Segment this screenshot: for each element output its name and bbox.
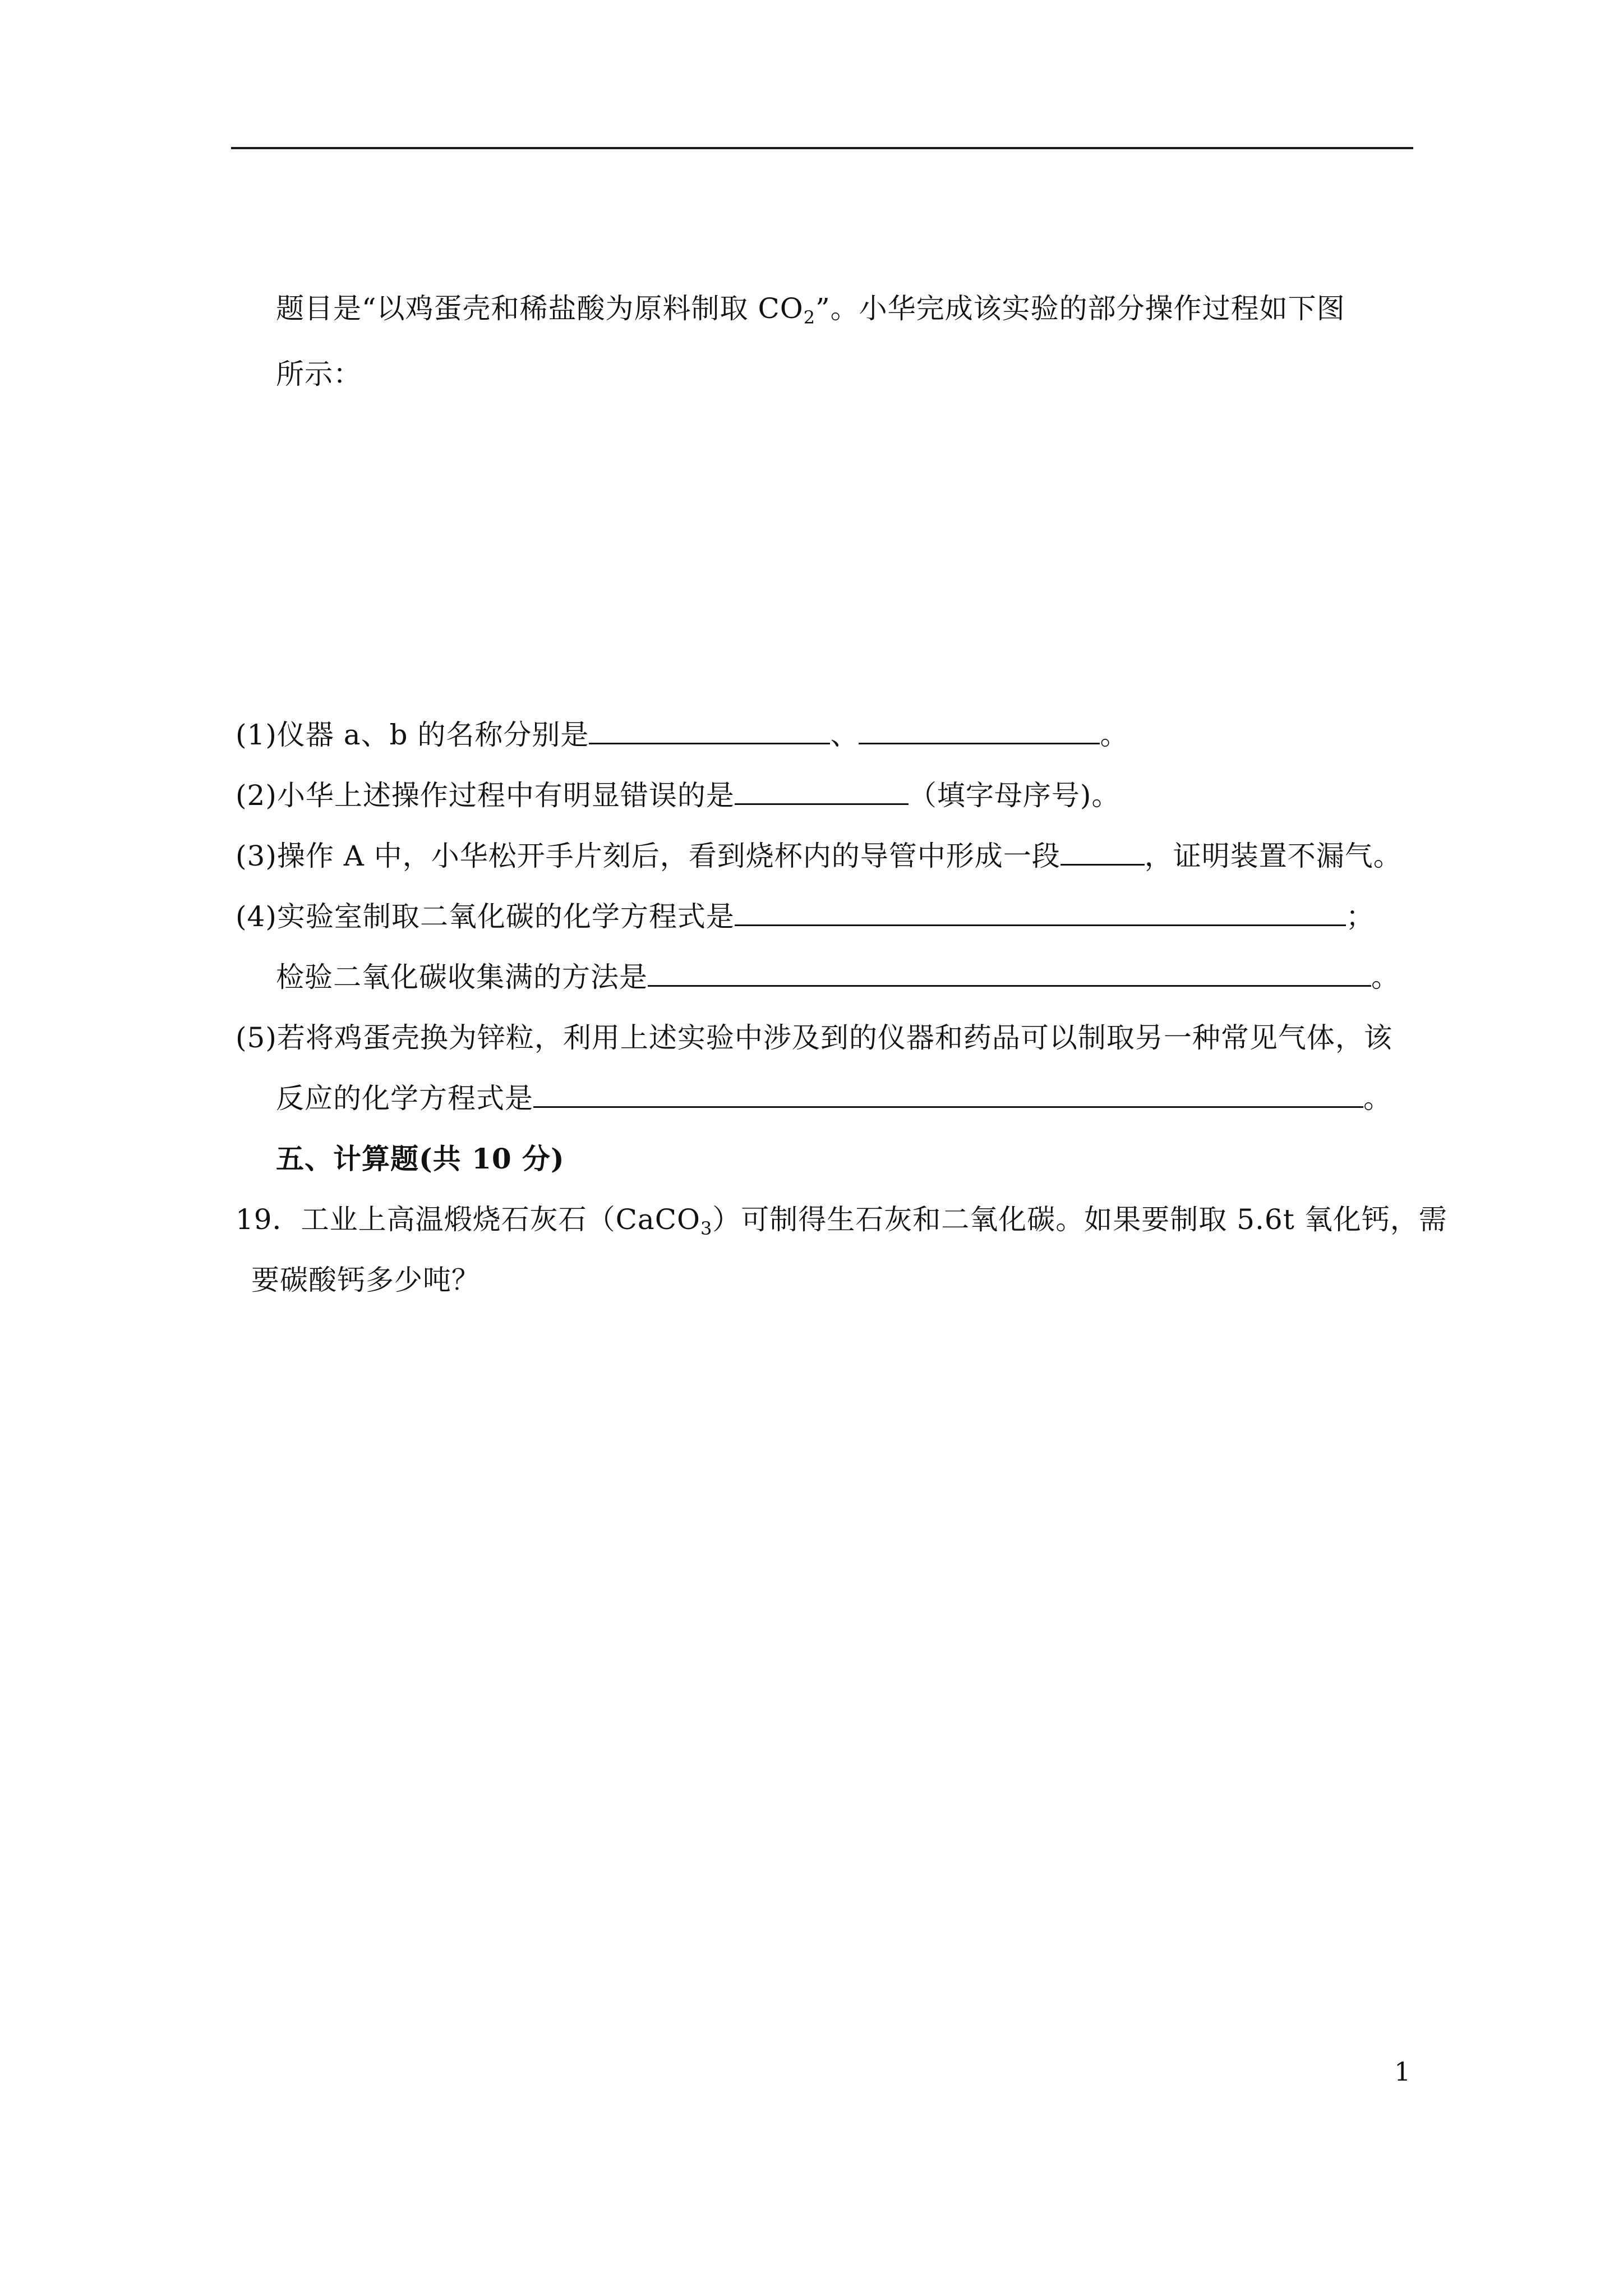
q1-blank-b[interactable]	[859, 718, 1100, 744]
q3-suffix: ，证明装置不漏气。	[1144, 840, 1402, 872]
q3-prefix: (3)操作 A 中，小华松开手片刻后，看到烧杯内的导管中形成一段	[236, 840, 1061, 872]
q5-blank[interactable]	[533, 1082, 1363, 1108]
question-19-line-2: 要碳酸钙多少吨？	[251, 1264, 480, 1296]
question-2	[236, 779, 1120, 812]
q5-line2-prefix: 反应的化学方程式是	[276, 1082, 533, 1115]
intro-text-a: 题目是“以鸡蛋壳和稀盐酸为原料制取 CO	[276, 292, 804, 325]
intro-line-2: 所示：	[276, 358, 362, 390]
q4-blank-method[interactable]	[648, 960, 1371, 987]
page-number: 1	[1394, 2056, 1411, 2087]
q1-mid: 、	[830, 719, 859, 751]
question-19-line-1	[236, 1203, 1447, 1245]
q2-suffix: （填字母序号)。	[908, 779, 1121, 812]
q4-blank-equation[interactable]	[735, 900, 1346, 926]
intro-line-1	[276, 292, 1345, 334]
q2-prefix: (2)小华上述操作过程中有明显错误的是	[236, 779, 735, 812]
q1-suffix: 。	[1100, 719, 1129, 751]
question-1	[236, 718, 1128, 752]
q1-prefix: (1)仪器 a、b 的名称分别是	[236, 719, 589, 751]
header-rule	[231, 147, 1413, 149]
q3-blank[interactable]	[1061, 839, 1145, 866]
question-3	[236, 839, 1402, 873]
q19-text-b: ）可制得生石灰和二氧化碳。如果要制取 5.6t 氧化钙，需	[712, 1203, 1447, 1236]
q4-suffix: ；	[1345, 900, 1375, 933]
q5-line2-suffix: 。	[1363, 1082, 1392, 1115]
caco3-subscript: 3	[700, 1218, 713, 1239]
q2-blank[interactable]	[735, 779, 909, 805]
q19-text-a: 19．工业上高温煅烧石灰石（CaCO	[236, 1203, 700, 1236]
q4-prefix: (4)实验室制取二氧化碳的化学方程式是	[236, 900, 735, 933]
q4-line2-prefix: 检验二氧化碳收集满的方法是	[276, 961, 648, 993]
question-4-line-2	[276, 960, 1400, 994]
intro-text-b: ”。小华完成该实验的部分操作过程如下图	[815, 292, 1345, 325]
question-4-line-1	[236, 900, 1375, 933]
q4-line2-suffix: 。	[1371, 961, 1400, 993]
q1-blank-a[interactable]	[589, 718, 830, 744]
question-5-line-1: (5)若将鸡蛋壳换为锌粒，利用上述实验中涉及到的仪器和药品可以制取另一种常见气体，该	[236, 1022, 1393, 1054]
section-5-title: 五、计算题(共 10 分)	[276, 1142, 565, 1175]
question-5-line-2	[276, 1082, 1392, 1115]
co2-subscript: 2	[803, 307, 816, 328]
